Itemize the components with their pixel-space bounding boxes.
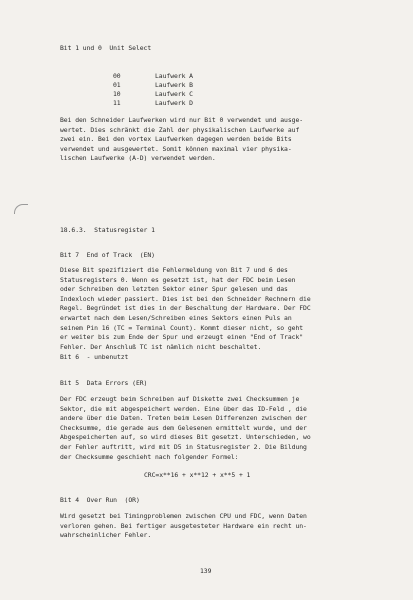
unit-code: 10 [113, 90, 121, 98]
unit-drive: Laufwerk C [155, 90, 193, 98]
paragraph-line: oder Schreiben den letzten Sektor einer Spur gelesen und das [60, 285, 288, 294]
paragraph-line: Checksumme, die gerade aus dem Gelesenen ermittelt wurde, und der [60, 423, 307, 432]
bit4-heading: Bit 4 Over Run (OR) [60, 496, 140, 504]
paragraph-line: Wird gesetzt bei Timingproblemen zwischen CPU und FDC, wenn Daten [60, 512, 307, 520]
paragraph-line: Abgespeicherten auf, so wird dieses Bit gesetzt. Unterschieden, wo [60, 433, 311, 442]
unit-code: 00 [113, 72, 121, 80]
paragraph-line: Bei den Schneider Laufwerken wird nur Bit 0 verwendet und ausge- [60, 116, 304, 124]
unit-drive: Laufwerk D [155, 99, 193, 107]
paragraph-line: der Fehler auftritt, wird mit D5 in Statusregister 2. Die Bildung [60, 443, 307, 451]
paragraph-line: der Checksumme geschieht nach folgender Formel: [60, 452, 239, 461]
crc-formula: CRC=x**16 + x**12 + x**5 + 1 [144, 471, 251, 479]
paragraph-line: Statusregisters 0. Wenn es gesetzt ist, hat der FDC beim Lesen [60, 275, 296, 284]
bit5-heading: Bit 5 Data Errors (ER) [60, 379, 148, 387]
paragraph-line: Sektor, die mit abgespeichert werden. Eine über das ID-Feld , die [60, 404, 307, 413]
punch-hole-mark [14, 204, 28, 214]
unit-drive: Laufwerk B [155, 81, 193, 89]
paragraph-line: Diese Bit spezifiziert die Fehlermeldung von Bit 7 und 6 des [60, 266, 288, 274]
paragraph-line: verloren gehen. Bei fertiger ausgetesteter Hardware ein recht un- [60, 521, 307, 530]
paragraph-line: lischen Laufwerke (A-D) verwendet werden. [60, 154, 216, 163]
paragraph-line: er weiter bis zum Ende der Spur und erzeugt einen "End of Track" [60, 333, 304, 342]
page-number: 139 [200, 567, 212, 575]
paragraph-line: Regel. Begründet ist dies in der Beschaltung der Hardware. Der FDC [60, 304, 311, 313]
paragraph-line: wertet. Dies schränkt die Zahl der physikalischen Laufwerke auf [60, 125, 300, 134]
bit6-heading: Bit 6 - unbenutzt [60, 353, 129, 361]
paragraph-line: verwendet und ausgewertet. Somit können maximal vier physika- [60, 144, 292, 153]
paragraph-line: zwei ein. Bei den vortex Laufwerken dagegen werden beide Bits [60, 135, 292, 144]
paragraph-line: seinem Pin 16 (TC = Terminal Count). Kommt dieser nicht, so geht [60, 323, 304, 332]
bit7-heading: Bit 7 End of Track (EN) [60, 251, 155, 259]
unit-code: 01 [113, 81, 121, 89]
paragraph-line: andere über die Daten. Treten beim Lesen Differenzen zwischen der [60, 414, 307, 423]
paragraph-line: erwartet nach dem Lesen/Schreiben eines Sektors einen Puls an [60, 314, 292, 322]
unit-drive: Laufwerk A [155, 72, 193, 80]
section-heading: 18.6.3. Statusregister 1 [60, 226, 155, 234]
unit-select-heading: Bit 1 und 0 Unit Select [60, 44, 152, 52]
unit-code: 11 [113, 99, 121, 107]
paragraph-line: Indexloch wieder passiert. Dies ist bei den Schneider Rechnern die [60, 294, 311, 303]
paragraph-line: Fehler. Der Anschluß TC ist nämlich nicht beschaltet. [60, 342, 262, 351]
paragraph-line: Der FDC erzeugt beim Schreiben auf Diskette zwei Checksummen je [60, 395, 300, 403]
paragraph-line: wahrscheinlicher Fehler. [60, 531, 152, 540]
